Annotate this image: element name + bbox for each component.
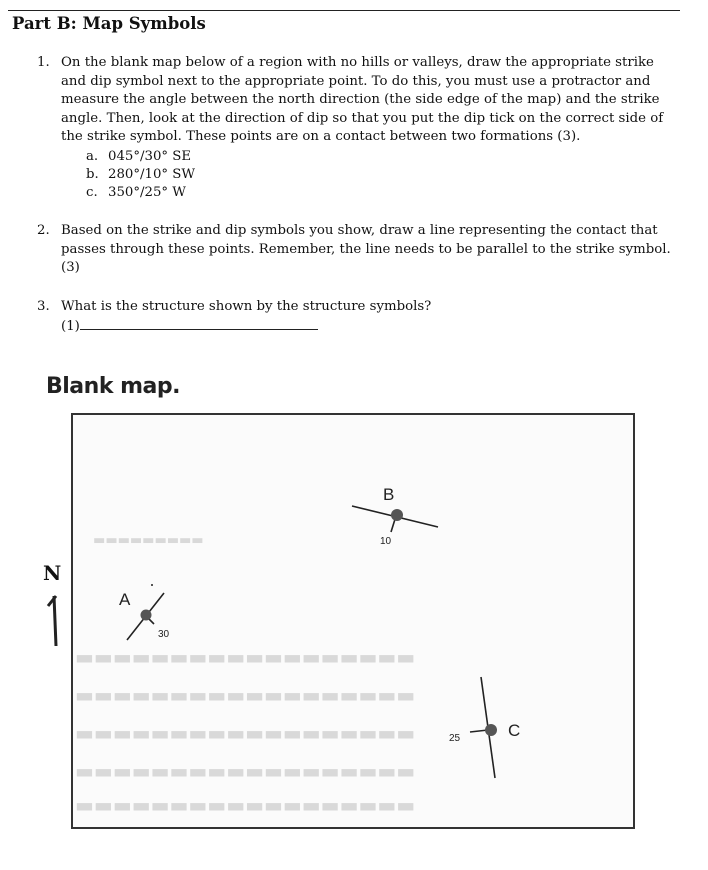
strike-dip-symbol-b: [352, 506, 438, 532]
question-2-line: Based on the strike and dip symbols you show, draw a line representing the contact that: [61, 223, 658, 238]
point-b-dip: 10: [380, 536, 392, 547]
option-letter: c.: [86, 185, 98, 200]
show-through-texture: ▬▬▬▬▬▬▬▬▬: [93, 533, 204, 548]
option-text: 350°/25° W: [108, 185, 186, 200]
show-through-texture: ▬▬▬▬▬▬▬▬▬▬▬▬▬▬▬▬▬▬: [75, 721, 416, 745]
question-1-line: angle. Then, look at the direction of dip so that you put the dip tick on the correct side of: [61, 110, 664, 126]
answer-prefix: (1): [61, 318, 80, 334]
north-label: N: [43, 561, 62, 585]
show-through-texture: ▬▬▬▬▬▬▬▬▬▬▬▬▬▬▬▬▬▬: [75, 793, 416, 817]
option-letter: b.: [86, 167, 99, 182]
point-c-label: C: [508, 721, 521, 740]
point-a-dip: 30: [158, 629, 170, 640]
show-through-texture: ▬▬▬▬▬▬▬▬▬▬▬▬▬▬▬▬▬▬: [75, 759, 416, 783]
point-a-label: A: [119, 590, 131, 609]
question-1-line: On the blank map below of a region with no hills or valleys, draw the appropriate strike: [61, 55, 654, 70]
strike-dip-symbol-c: [470, 677, 497, 778]
option-text: 045°/30° SE: [108, 149, 192, 164]
point-b-label: B: [383, 485, 395, 504]
option-letter: a.: [86, 149, 99, 164]
map-title: Blank map.: [46, 374, 180, 399]
north-arrow-icon: [48, 596, 56, 646]
show-through-texture: ▬▬▬▬▬▬▬▬▬▬▬▬▬▬▬▬▬▬: [75, 645, 416, 669]
question-2-line: (3): [61, 260, 80, 276]
option-text: 280°/10° SW: [108, 167, 196, 182]
question-3-number: 3.: [37, 299, 50, 314]
question-2-number: 2.: [37, 223, 50, 238]
question-2-line: passes through these points. Remember, the line needs to be parallel to the strike symbol.: [61, 241, 671, 257]
show-through-texture: ▬▬▬▬▬▬▬▬▬▬▬▬▬▬▬▬▬▬: [75, 683, 416, 707]
question-1-number: 1.: [37, 55, 50, 70]
question-3-line: What is the structure shown by the structure symbols?: [61, 299, 432, 314]
point-c-dip: 25: [449, 733, 461, 744]
section-heading: Part B: Map Symbols: [12, 14, 206, 33]
question-1-line: the strike symbol. These points are on a contact between two formations (3).: [61, 129, 581, 145]
question-1-line: measure the angle between the north direction (the side edge of the map) and the strike: [61, 92, 660, 108]
question-1-line: and dip symbol next to the appropriate point. To do this, you must use a protractor and: [61, 73, 651, 89]
